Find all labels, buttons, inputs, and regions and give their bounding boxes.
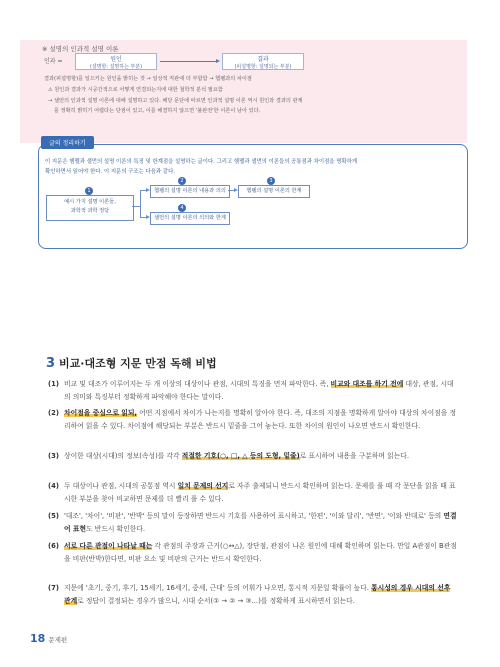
connector — [140, 190, 141, 218]
cause-box — [75, 53, 157, 70]
item-highlight: 비교와 대조를 하기 전에 — [330, 380, 404, 388]
note-line: ⚠ 원인과 결과가 시공간적으로 어떻게 연결되는지에 대한 철학적 분석 필요함 — [48, 87, 223, 93]
structure-node-4 — [150, 212, 230, 225]
item-highlight: 서로 다른 관점이 나타날 때는 — [64, 542, 153, 550]
item-text: 로 정답이 결정되는 경우가 많으니, 시대 순서(① → ② → ③…)를 정확하게 표시하면서 읽는다. — [77, 597, 355, 605]
causation-label: 인과 = — [44, 58, 63, 65]
effect-box — [222, 53, 304, 70]
effect-title: 결과 — [257, 56, 269, 63]
item-text: '대조', '차이', '비판', '반박' 등의 말이 등장하면 반드시 기호를 사용하여 표시하고, '한편', '이와 달리', '반면', '이와 반대로' 등의 — [64, 512, 444, 520]
node-number: 1 — [85, 187, 93, 195]
node-number: 3 — [267, 177, 275, 185]
section-title-text: 비교·대조형 지문 만점 독해 비법 — [59, 357, 217, 370]
arrowhead — [146, 215, 150, 219]
item-highlight: 차이점을 중심으로 읽되, — [64, 409, 137, 417]
connector — [132, 206, 140, 207]
structure-node-1 — [46, 195, 134, 221]
summary-text: 이 지문은 헴펠과 샐먼의 설명 이론의 특징 및 한계점을 설명하는 글이다. 그리고 헴펠과 샐먼의 이론들의 공통점과 차이점을 명확하게 — [45, 159, 358, 165]
node-text: 샐먼의 설명 이론의 의의와 한계 — [154, 215, 226, 221]
page-number: 18 — [30, 632, 46, 645]
item-number: (3) — [48, 452, 59, 460]
item-text: 상이한 대상(시대)의 정보(속성)를 각각 — [64, 452, 182, 460]
list-item — [48, 540, 458, 566]
arrowhead — [146, 188, 150, 192]
list-item — [48, 378, 458, 404]
section-number: 3 — [46, 356, 56, 371]
node-number: 2 — [178, 177, 186, 185]
cause-title: 원인 — [110, 56, 122, 63]
cause-subtitle: (설명항: 설명하는 부분) — [89, 64, 143, 70]
item-text: 어떤 지점에서 차이가 나는지를 명확히 알아야 한다. 즉, 대조의 지점을 명확하게 알아야 대상의 차이점을 정리하여 읽을 수 있다. 차이점에 해당되는 부분은 반드시 밑줄을 그어 놓는다. 또한 차이의 원인이 나오면 반드시 확인한다. — [64, 409, 457, 430]
item-highlight: 연결어 표현 — [64, 512, 457, 533]
item-number: (7) — [48, 584, 59, 592]
summary-chip: 글의 정리하기 — [41, 136, 94, 149]
node-text: 예시 가지 설명 이론들, — [64, 199, 116, 205]
note-title: ※ 설명의 인과적 설명 이론 — [42, 45, 119, 53]
node-text: 헴펠의 설명 이론의 한계 — [246, 188, 302, 194]
list-item — [48, 582, 458, 608]
structure-node-2 — [150, 185, 230, 198]
footer-label: 문제편 — [48, 636, 68, 644]
item-highlight: 통시성의 경우 시대의 선후 관계 — [64, 584, 451, 605]
item-text: 로 표시하여 내용을 구분하며 읽는다. — [299, 452, 410, 460]
flow-arrow — [160, 61, 218, 62]
node-number: 4 — [178, 204, 186, 212]
effect-subtitle: (피설명항: 설명되는 부분) — [234, 64, 292, 70]
node-text: 과학적 과학 정당 — [70, 208, 110, 214]
item-text: 지문에 '초기, 중기, 후기, 15세기, 16세기, 중세, 근대' 등의 어휘가 나오면, 통시적 지문일 확률이 높다. — [64, 584, 372, 592]
item-text: 각 관점의 주장과 근거(○↔△), 장단점, 관점이 나온 원인에 대해 확인하며 읽는다. 만일 A관점이 B관점을 비판(반박)한다면, 비판 요소 및 비판의 근거는 반드시 확인한다. — [64, 542, 457, 563]
arrowhead — [234, 188, 238, 192]
item-highlight: 적절한 기호(○, □, △ 등의 도형, 밑줄) — [181, 452, 300, 460]
node-text: 헴펠의 설명 이론의 내용과 의의 — [154, 188, 226, 194]
item-number: (1) — [48, 380, 59, 388]
list-item — [48, 510, 458, 536]
item-number: (6) — [48, 542, 59, 550]
list-item — [48, 407, 458, 433]
section-title — [46, 355, 217, 371]
item-text: 대상, 관점, 시대의 의미와 특징부터 정확하게 파악해야 한다는 말이다. — [64, 380, 454, 401]
note-line: 를 정확히 밝히기 어렵다는 단점이 있고, 이를 해결하지 않으면 '불완전'한 이론이 남아 있다. — [54, 108, 261, 114]
item-highlight: 일치 문제의 선지 — [177, 482, 229, 490]
item-text: 도 반드시 확인한다. — [86, 525, 146, 533]
item-number: (5) — [48, 512, 59, 520]
item-text: 두 대상이나 관점, 시대의 공통점 역시 — [64, 482, 178, 490]
item-number: (4) — [48, 482, 59, 490]
note-line: → 샐먼의 인과적 설명 이론에 대해 설명하고 있다. 해당 문단에 따르면 인과적 설명 이론 역시 원인과 결과의 관계 — [48, 98, 303, 104]
list-item — [48, 450, 458, 463]
item-text: 로 자주 출제되니 반드시 확인하며 읽는다. 문제를 풀 때 각 문단을 읽을 때 표시한 부분을 찾아 비교하면 문제를 더 빨리 풀 수 있다. — [64, 482, 456, 503]
page-footer — [30, 632, 67, 645]
item-text: 비교 및 대조가 이루어지는 두 개 이상의 대상이나 관점, 시대의 특징을 먼저 파악한다. 즉, — [64, 380, 331, 388]
summary-text: 확인하면서 읽어야 한다. 이 지문의 구조는 다음과 같다. — [45, 169, 175, 175]
note-line: 결과(피설명항)를 일으키는 원인을 밝히는 것 → 일상적 직관에 더 부합함 → 헴펠과의 차이점 — [44, 76, 252, 82]
structure-node-3 — [238, 185, 310, 198]
list-item — [48, 480, 458, 506]
item-number: (2) — [48, 409, 59, 417]
